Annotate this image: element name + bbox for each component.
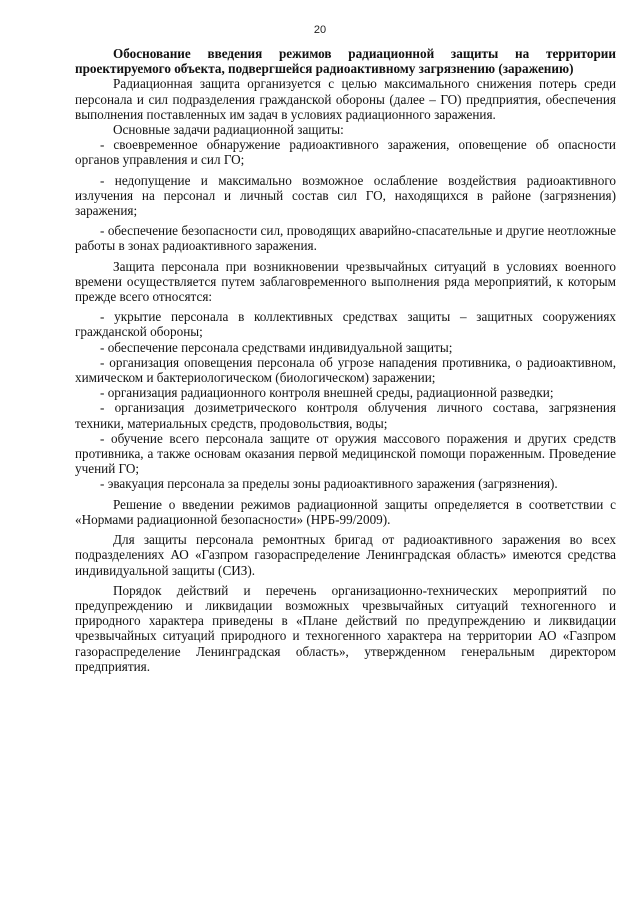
page-number: 20 [313,24,327,36]
task-item: - недопущение и максимально возможное ослабление воздействия радиоактивного излучения на персонал и личный состав сил ГО, находящихся в районе (загрязнения) заражения; [75,172,616,219]
measure-item: - эвакуация персонала за пределы зоны радиоактивного заражения (загрязнения). [100,476,558,492]
page-body [75,46,616,674]
section-heading: Обоснование введения режимов радиационной защиты на территории проектируемого объекта, подвергшейся радиоактивному загрязнению (заражению) [75,46,616,77]
measure-item: - организация радиационного контроля внешней среды, радиационной разведки; [100,385,554,401]
measure-item: - укрытие персонала в коллективных средствах защиты – защитных сооружениях гражданской обороны; [75,309,616,340]
measure-item: - обеспечение персонала средствами индивидуальной защиты; [100,339,453,355]
tasks-title: Основные задачи радиационной защиты: [113,122,344,138]
task-item: - обеспечение безопасности сил, проводящих аварийно-спасательные и другие неотложные работы в зонах радиоактивного заражения. [75,223,616,254]
task-item: - своевременное обнаружение радиоактивного заражения, оповещение об опасности органов управления и сил ГО; [75,137,616,168]
measure-item: - обучение всего персонала защите от оружия массового поражения и других средств противника, а также основам оказания первой медицинской помощи пораженным. Проведение учений ГО; [75,430,616,477]
measure-item: - организация оповещения персонала об угрозе нападения противника, о радиоактивном, химическом и бактериологическом (биологическом) заражении; [75,354,616,386]
decision-paragraph: Решение о введении режимов радиационной защиты определяется в соответствии с «Нормами радиационной безопасности» (НРБ-99/2009). [75,496,616,527]
protection-intro-paragraph: Защита персонала при возникновении чрезвычайных ситуаций в условиях военного времени осуществляется путем заблаговременного выполнения ряда мероприятий, к которым прежде всего относятся: [75,258,616,305]
siz-paragraph: Для защиты персонала ремонтных бригад от радиоактивного заражения во всех подразделениях АО «Газпром газораспределение Ленинградская область» имеются средства индивидуальной защиты (СИЗ). [75,532,616,578]
procedure-paragraph: Порядок действий и перечень организационно-технических мероприятий по предупреждению и ликвидации возможных чрезвычайных ситуаций техногенного и природного характера приведены в «Плане действий по предупреждению и ликвидации чрезвычайных ситуаций природного и техногенного характера на территории АО «Газпром газораспределение Ленинградская область», утвержденном генеральным директором предприятия. [75,582,616,674]
intro-paragraph: Радиационная защита организуется с целью максимального снижения потерь среди персонала и сил подразделения гражданской обороны (далее – ГО) предприятия, обеспечения выполнения поставленных им задач в условиях радиационного заражения. [75,76,616,122]
measure-item: - организация дозиметрического контроля облучения личного состава, загрязнения техники, материальных средств, продовольствия, воды; [75,400,616,431]
